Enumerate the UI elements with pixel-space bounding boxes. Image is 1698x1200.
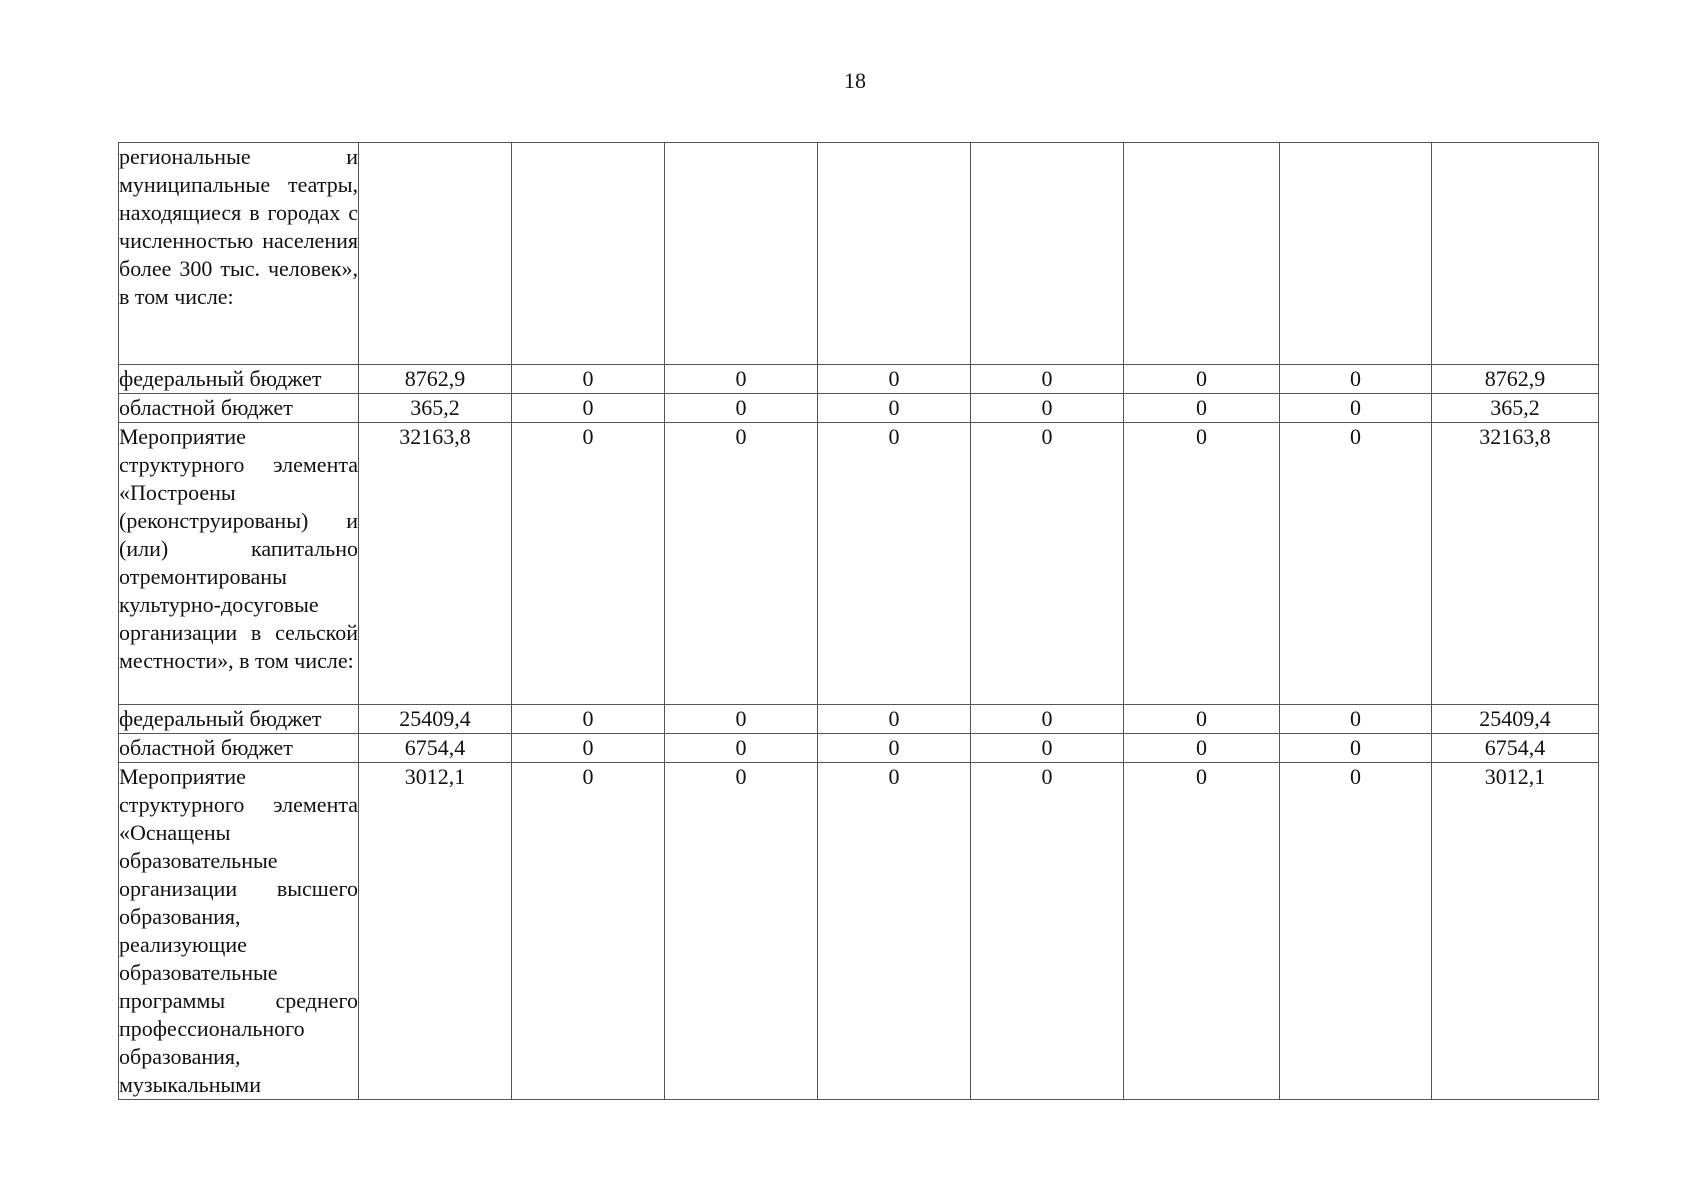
value-cell: 0 (818, 423, 971, 705)
value-cell: 0 (971, 394, 1124, 423)
row-label: федеральный бюджет (119, 705, 359, 734)
value-cell: 0 (1280, 423, 1432, 705)
value-cell: 0 (1124, 734, 1280, 763)
value-cell: 0 (818, 394, 971, 423)
value-cell: 0 (665, 423, 818, 705)
value-cell: 0 (1124, 394, 1280, 423)
value-cell: 0 (1280, 734, 1432, 763)
value-cell: 0 (1280, 365, 1432, 394)
value-cell (818, 143, 971, 365)
value-cell: 0 (971, 763, 1124, 1100)
total-cell: 25409,4 (1432, 705, 1599, 734)
value-cell: 0 (665, 705, 818, 734)
value-cell: 0 (1280, 705, 1432, 734)
total-cell: 32163,8 (1432, 423, 1599, 705)
value-cell: 0 (818, 763, 971, 1100)
funding-row (119, 705, 1599, 734)
value-cell: 0 (512, 365, 665, 394)
value-cell: 0 (512, 423, 665, 705)
value-cell: 0 (512, 734, 665, 763)
value-cell: 6754,4 (359, 734, 512, 763)
value-cell (665, 143, 818, 365)
funding-row (119, 365, 1599, 394)
value-cell: 0 (818, 365, 971, 394)
value-cell: 0 (1124, 763, 1280, 1100)
measure-row (119, 423, 1599, 705)
value-cell: 0 (818, 705, 971, 734)
value-cell: 0 (1124, 365, 1280, 394)
value-cell: 365,2 (359, 394, 512, 423)
value-cell: 3012,1 (359, 763, 512, 1100)
value-cell: 0 (1124, 423, 1280, 705)
value-cell: 0 (665, 365, 818, 394)
value-cell (1280, 143, 1432, 365)
value-cell: 0 (1280, 394, 1432, 423)
value-cell: 25409,4 (359, 705, 512, 734)
value-cell: 0 (818, 734, 971, 763)
row-label: Мероприятие структурного элемента «Построены (реконструированы) и (или) капитально отремонтированы культурно-досуговые организации в сельской местности», в том числе: (119, 423, 359, 705)
value-cell: 0 (665, 763, 818, 1100)
value-cell: 0 (1280, 763, 1432, 1100)
value-cell: 0 (512, 763, 665, 1100)
funding-row (119, 394, 1599, 423)
page-number: 18 (844, 68, 866, 93)
value-cell (971, 143, 1124, 365)
table-body (119, 143, 1599, 1100)
total-cell: 6754,4 (1432, 734, 1599, 763)
value-cell (512, 143, 665, 365)
value-cell: 0 (665, 394, 818, 423)
total-cell: 365,2 (1432, 394, 1599, 423)
measure-row (119, 143, 1599, 365)
value-cell: 0 (971, 365, 1124, 394)
row-label: областной бюджет (119, 394, 359, 423)
value-cell: 0 (1124, 705, 1280, 734)
row-label: Мероприятие структурного элемента «Оснащены образовательные организации высшего образования, реализующие образовательные программы среднего профессионального образования, музыкальными (119, 763, 359, 1100)
total-cell: 3012,1 (1432, 763, 1599, 1100)
row-label: областной бюджет (119, 734, 359, 763)
value-cell: 32163,8 (359, 423, 512, 705)
total-cell (1432, 143, 1599, 365)
row-label: федеральный бюджет (119, 365, 359, 394)
funding-row (119, 734, 1599, 763)
value-cell: 8762,9 (359, 365, 512, 394)
value-cell: 0 (971, 423, 1124, 705)
value-cell: 0 (971, 734, 1124, 763)
value-cell (359, 143, 512, 365)
value-cell: 0 (512, 394, 665, 423)
value-cell: 0 (665, 734, 818, 763)
total-cell: 8762,9 (1432, 365, 1599, 394)
value-cell (1124, 143, 1280, 365)
value-cell: 0 (971, 705, 1124, 734)
value-cell: 0 (512, 705, 665, 734)
budget-table (118, 142, 1599, 1100)
row-label: региональные и муниципальные театры, находящиеся в городах с численностью населения более 300 тыс. человек», в том числе: (119, 143, 359, 365)
measure-row (119, 763, 1599, 1100)
